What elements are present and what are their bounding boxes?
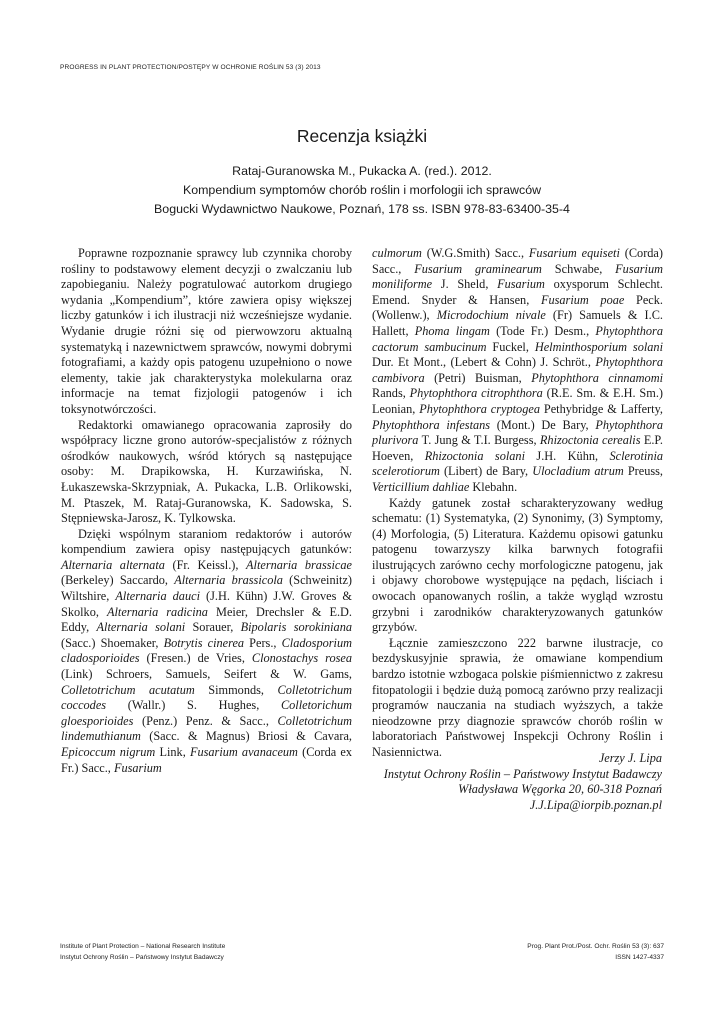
species-authority: Link,	[155, 745, 190, 759]
species-name: Phytophthora cinnamomi	[531, 370, 663, 385]
species-authority: (Fr. Keissl.),	[164, 557, 247, 572]
paragraph-summary: Łącznie zamieszczono 222 barwne ilustracje, co bezdyskusyjnie sprawia, że omawiane kompendium bardzo istotnie wzbogaca polskie piśmiennictwo z zakresu fitopatologii i będzie dużą pomocą zarówno przy realizacji programów nauczania na studiach wyższych, a także nieodzowne przy diagnozie sprawców chorób roślin w laboratoriach Państwowej Inspekcji Ochrony Roślin i Nasiennictwa.	[372, 635, 663, 759]
species-name: Phytophthora cactorum sambucinum	[372, 323, 663, 354]
paragraph-species	[61, 527, 352, 777]
species-authority: Simmonds,	[194, 682, 278, 697]
species-name: Sclerotinia scelerotiorum	[372, 448, 664, 479]
species-name: Colletotrichum acutatum	[61, 682, 195, 697]
footer-institute-pl: Instytut Ochrony Roślin – Państwowy Instytut Badawczy	[60, 954, 224, 961]
species-authority: T. Jung & T.I. Burgess,	[418, 433, 540, 448]
species-authority: (Petri) Buisman,	[424, 370, 532, 385]
species-list-left	[61, 558, 352, 775]
species-name: Verticillium dahliae	[372, 479, 470, 494]
species-name: Bipolaris sorokiniana	[240, 620, 352, 635]
citation-book-title: Kompendium symptomów chorób roślin i morfologii ich sprawców	[182, 183, 542, 197]
species-name: Ulocladium atrum	[532, 464, 624, 479]
footer-right	[527, 941, 664, 963]
species-authority: Preuss,	[623, 464, 663, 479]
species-authority: Rands,	[372, 386, 410, 401]
reviewer-name: Jerzy J. Lipa	[598, 751, 662, 765]
running-head: PROGRESS IN PLANT PROTECTION/POSTĘPY W OCHRONIE ROŚLIN 53 (3) 2013	[60, 64, 321, 71]
species-name: Microdochium nivale	[436, 308, 546, 323]
species-authority: J. Sheld,	[432, 277, 498, 292]
paragraph-species-cont	[372, 246, 663, 496]
species-name: Fusarium	[497, 277, 545, 292]
species-authority: (J.H. Kühn) J.W. Groves & Skolko,	[61, 589, 352, 619]
species-authority: Meier, Drechsler & E.D. Eddy,	[61, 604, 353, 635]
species-name: Rhizoctonia solani	[424, 448, 525, 463]
species-name: Helminthosporium solani	[534, 339, 663, 354]
species-authority: Sorauer,	[185, 620, 241, 635]
species-authority: (Corda) Sacc.,	[372, 246, 663, 276]
species-authority: Fuckel,	[486, 339, 535, 354]
species-name: Colletotrichum coccodes	[61, 682, 352, 713]
species-intro: Dzięki wspólnym staraniom redaktorów i autorów kompendium zawiera opisy następujących gatunków:	[61, 526, 352, 557]
species-authority: Pethybridge & Lafferty,	[539, 401, 663, 416]
footer-issn: ISSN 1427-4337	[615, 954, 664, 961]
species-authority: (Sacc.) Shoemaker,	[61, 635, 164, 650]
species-name: Fusarium	[113, 760, 162, 775]
species-name: culmorum	[372, 246, 422, 260]
species-authority: (Tode Fr.) Desm.,	[489, 323, 596, 338]
signature-block	[384, 751, 662, 813]
species-name: Alternaria brassicae	[246, 557, 352, 572]
species-authority: Schwabe,	[541, 261, 616, 276]
species-list-right	[372, 246, 663, 494]
species-name: Colletotrichum lindemuthianum	[61, 713, 352, 744]
species-authority: J.H. Kühn,	[525, 448, 610, 463]
reviewer-address: Władysława Węgorka 20, 60-318 Poznań	[458, 782, 662, 796]
species-name: Phytophthora plurivora	[372, 417, 663, 448]
species-name: Rhizoctonia cerealis	[539, 433, 641, 448]
citation-publisher: Bogucki Wydawnictwo Naukowe, Poznań, 178 ss. ISBN 978-83-63400-35-4	[154, 202, 570, 216]
species-name: Phytophthora cryptogea	[419, 401, 540, 416]
species-name: Phytophthora infestans	[372, 417, 491, 432]
footer-left	[60, 941, 225, 963]
species-authority: (Schweinitz) Wiltshire,	[61, 573, 352, 604]
species-name: Alternaria dauci	[115, 589, 200, 604]
species-authority: (Penz.) Penz. & Sacc.,	[133, 713, 278, 728]
species-name: Alternaria solani	[96, 620, 186, 635]
citation-authors: Rataj-Guranowska M., Pukacka A. (red.). 2012.	[232, 164, 492, 178]
species-name: Fusarium poae	[540, 292, 625, 307]
species-authority: (Berkeley) Saccardo,	[61, 573, 175, 588]
reviewer-institute: Instytut Ochrony Roślin – Państwowy Instytut Badawczy	[383, 766, 662, 781]
species-name: Phytophthora citrophthora	[409, 386, 543, 401]
footer-institute-en: Institute of Plant Protection – National Research Institute	[60, 943, 226, 950]
species-name: Alternaria radicina	[106, 604, 208, 619]
reviewer-email: J.J.Lipa@iorpib.poznan.pl	[529, 797, 662, 812]
paragraph-structure: Każdy gatunek został scharakteryzowany według schematu: (1) Systematyka, (2) Synonimy, (3) Symptomy, (4) Morfologia, (5) Literatura. Każdemu opisowi gatunku patogenu towarzyszy kilka barwnych fotografii ilustrujących zarówno cechy morfologiczne patogenu, jak i objawy chorobowe występujące na pędach, liściach i owocach opanowanych roślin, a także wygląd wzrostu grzybni i zarodników charakteryzowanych gatunków grzybów.	[372, 495, 663, 635]
species-name: Cladosporium cladosporioides	[61, 635, 352, 666]
species-name: Epicoccum nigrum	[61, 745, 156, 759]
species-name: Fusarium equiseti	[528, 246, 620, 260]
species-name: Clonostachys rosea	[251, 651, 352, 666]
species-name: Fusarium graminearum	[414, 261, 542, 276]
species-authority: Peck. (Wollenw.),	[372, 292, 663, 323]
species-authority: (R.E. Sm. & E.H. Sm.) Leonian,	[372, 386, 663, 416]
paragraph-authors: Redaktorki omawianego opracowania zaprosiły do współpracy liczne grono autorów-specjalistów z różnych ośrodków naukowych, wśród których są następujące osoby: M. Drapikowska, H. Kurzawińska, N. Łukaszewska-Skrzypniak, A. Pukacka, L.B. Orlikowski, M. Ptaszek, M. Rataj-Guranowska, K. Sadowska, S. Stępniewska-Jarosz, K. Tylkowska.	[61, 417, 352, 526]
species-name: Phytophthora cambivora	[372, 355, 663, 385]
species-authority: (Link) Schroers, Samuels, Seifert & W. Gams,	[61, 667, 352, 682]
species-authority: (Corda ex Fr.) Sacc.,	[61, 745, 353, 775]
page-title: Recenzja książki	[296, 126, 428, 146]
species-name: Botrytis cinerea	[163, 635, 245, 650]
right-column	[372, 246, 663, 761]
species-name: Phoma lingam	[414, 323, 490, 338]
species-authority: (Fr) Samuels & I.C. Hallett,	[372, 308, 663, 338]
species-name: Alternaria brassicola	[174, 573, 283, 588]
species-name: Fusarium moniliforme	[372, 261, 663, 292]
left-column	[61, 246, 352, 776]
species-authority: E.P. Hoeven,	[372, 433, 663, 463]
footer-citation: Prog. Plant Prot./Post. Ochr. Roślin 53 (3): 637	[527, 943, 664, 950]
species-authority: Dur. Et Mont., (Lebert & Cohn) J. Schröt.,	[372, 355, 596, 370]
species-authority: Pers.,	[244, 635, 282, 650]
paragraph-intro: Poprawne rozpoznanie sprawcy lub czynnika choroby rośliny to podstawowy element decyzji o zwalczaniu lub zapobieganiu. Należy pogratulować autorkom drugiego wydania „Kompendium”, które zawiera opisy większej liczby gatunków i ich ilustracji niż wcześniejsze wydanie. Wydanie drugie różni się od pierwowzoru aktualną systematyką i nazewnictwem sprawców, nowymi dobrymi fotografiami, a każdy opis patogenu uzupełniono o nowe elementy, takie jak charakterystyka molekularna oraz informacje na temat fizjologii patogenów i ich toksynotwórczości.	[61, 246, 352, 416]
species-authority: Klebahn.	[469, 479, 518, 494]
species-authority: (Wallr.) S. Hughes,	[106, 698, 281, 713]
species-name: Fusarium avanaceum	[189, 745, 298, 759]
species-authority: (Mont.) De Bary,	[490, 417, 596, 432]
species-authority: (Fresen.) de Vries,	[139, 651, 252, 666]
species-name: Alternaria alternata	[61, 557, 165, 572]
species-authority: (Sacc. & Magnus) Briosi & Cavara,	[140, 729, 352, 744]
species-authority: oxysporum Schlecht. Emend. Snyder & Hansen,	[372, 277, 663, 307]
species-authority: (Libert) de Bary,	[439, 464, 533, 479]
species-authority: (W.G.Smith) Sacc.,	[421, 246, 529, 260]
species-name: Colletorichum gloesporioides	[61, 698, 352, 728]
